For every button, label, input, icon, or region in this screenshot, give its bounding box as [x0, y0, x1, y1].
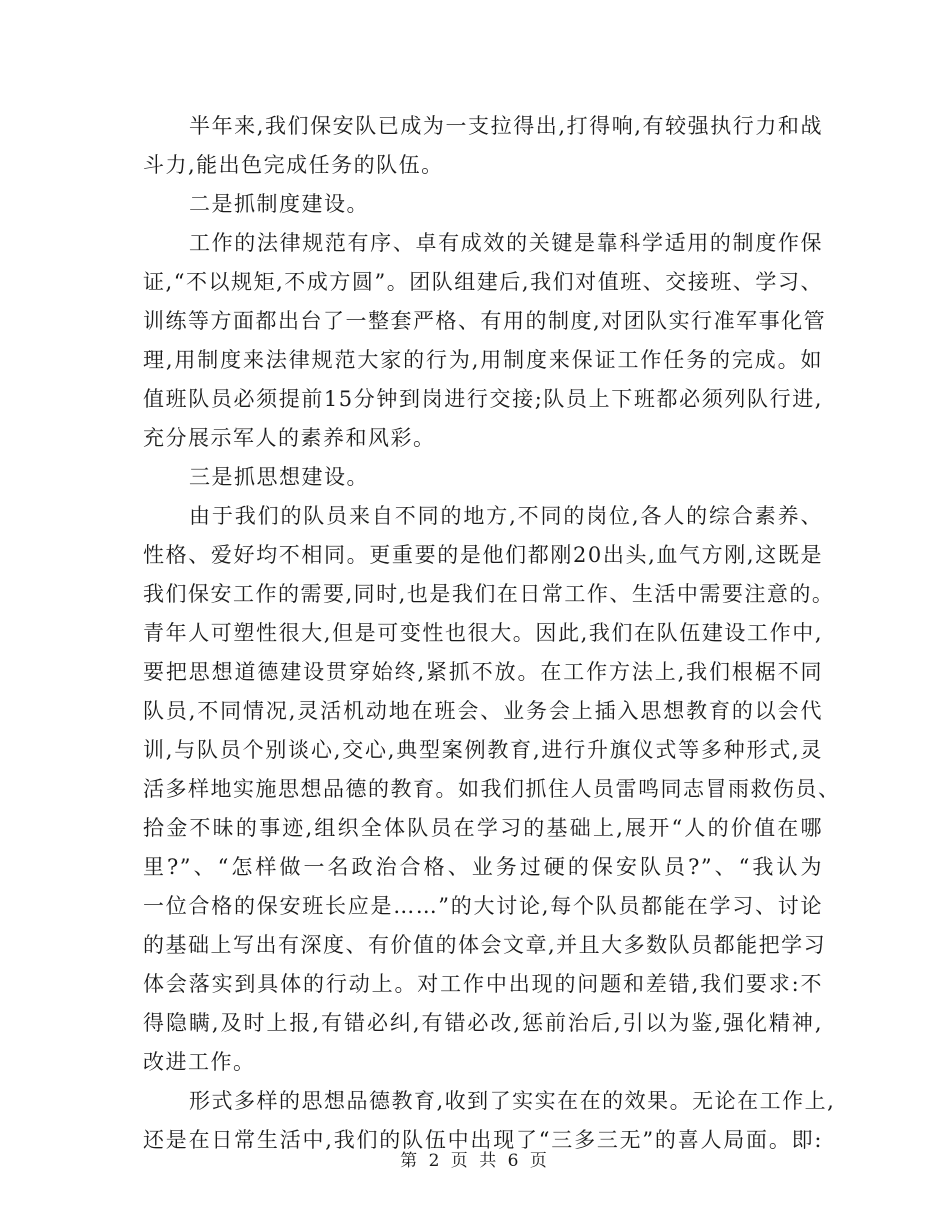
text-line: 二是抓制度建设。 — [189, 192, 369, 216]
text-line: 训,与队员个别谈心,交心,典型案例教育,进行升旗仪式等多种形式,灵 — [143, 738, 823, 762]
text-line: 队员,不同情况,灵活机动地在班会、业务会上插入思想教育的以会代 — [143, 699, 823, 723]
text-line: 里?”、“怎样做一名政治合格、业务过硬的保安队员?”、“我认为 — [143, 855, 823, 879]
text-line: 青年人可塑性很大,但是可变性也很大。因此,我们在队伍建设工作中, — [143, 621, 823, 645]
text-line: 工作的法律规范有序、卓有成效的关键是靠科学适用的制度作保 — [189, 231, 823, 255]
text-line: 得隐瞒,及时上报,有错必纠,有错必改,惩前治后,引以为鉴,强化精神, — [143, 1011, 823, 1035]
text-line: 还是在日常生活中,我们的队伍中出现了“三多三无”的喜人局面。即: — [143, 1128, 823, 1152]
text-line: 训练等方面都出台了一整套严格、有用的制度,对团队实行准军事化管 — [143, 309, 827, 333]
text-line: 理,用制度来法律规范大家的行为,用制度来保证工作任务的完成。如 — [143, 348, 823, 372]
text-line: 三是抓思想建设。 — [189, 465, 369, 489]
text-line: 证,“不以规矩,不成方圆”。团队组建后,我们对值班、交接班、学习、 — [143, 270, 823, 294]
text-line: 要把思想道德建设贯穿始终,紧抓不放。在工作方法上,我们根椐不同 — [143, 660, 823, 684]
text-line: 由于我们的队员来自不同的地方,不同的岗位,各人的综合素养、 — [189, 504, 823, 528]
text-line: 一位合格的保安班长应是……”的大讨论,每个队员都能在学习、讨论 — [143, 894, 823, 918]
text-line: 性格、爱好均不相同。更重要的是他们都刚20出头,血气方刚,这既是 — [143, 543, 823, 567]
text-line: 充分展示军人的素养和风彩。 — [143, 426, 436, 450]
text-line: 值班队员必须提前15分钟到岗进行交接;队员上下班都必须列队行进, — [143, 387, 823, 411]
text-line: 活多样地实施思想品德的教育。如我们抓住人员雷鸣同志冒雨救伤员、 — [143, 777, 841, 801]
text-line: 体会落实到具体的行动上。对工作中出现的问题和差错,我们要求:不 — [143, 972, 823, 996]
text-line: 改进工作。 — [143, 1050, 256, 1074]
text-line: 半年来,我们保安队已成为一支拉得出,打得响,有较强执行力和战 — [189, 114, 823, 138]
text-line: 拾金不昧的事迹,组织全体队员在学习的基础上,展开“人的价值在哪 — [143, 816, 823, 840]
page-footer: 第 2 页 共 6 页 — [400, 1151, 550, 1171]
text-line: 的基础上写出有深度、有价值的体会文章,并且大多数队员都能把学习 — [143, 933, 827, 957]
text-line: 我们保安工作的需要,同时,也是我们在日常工作、生活中需要注意的。 — [143, 582, 835, 606]
body-text — [143, 107, 841, 1160]
text-line: 斗力,能出色完成任务的队伍。 — [143, 153, 444, 177]
text-line: 形式多样的思想品德教育,收到了实实在在的效果。无论在工作上, — [189, 1089, 836, 1113]
